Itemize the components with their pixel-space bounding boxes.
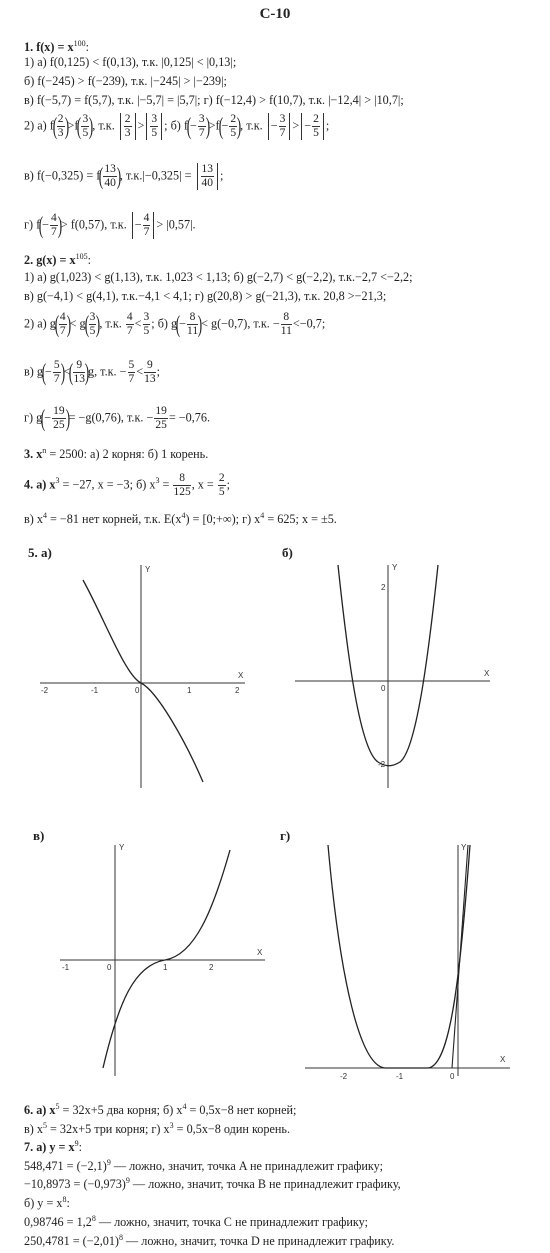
s3-line: 3. $x^n = 2500$: а) 2 корня: б) 1 корень.: [24, 446, 209, 462]
graph-b-x-label: X: [484, 669, 490, 678]
graph-b: [290, 560, 500, 790]
s7-line2: $548,471 = (-2,1)^9$ — ложно, значит, точка A не принадлежит графику;: [24, 1158, 383, 1174]
graph-v-y-label: Y: [119, 843, 125, 852]
s4-line2: в) $x^4 = -81$ нет корней, т.к. $E(x^4)$ = [0;+∞); г) $x^4 = 625$; x = ±5.: [24, 511, 337, 527]
graph-b-label: б): [282, 545, 293, 560]
graph-b-tick-3: -2: [378, 760, 386, 769]
s7-line4: б) $y = x^8$:: [24, 1195, 70, 1211]
graph-v-tick-4: 2: [209, 963, 214, 972]
graph-g-line: [452, 845, 468, 1068]
graph-b-tick-1: 2: [381, 583, 386, 592]
graph-v: [55, 840, 270, 1080]
graph-g-x-label: X: [500, 1055, 506, 1064]
s1-heading: 1. $f(x) = x^{100}$:: [24, 39, 89, 55]
graph-a-y-label: Y: [145, 565, 151, 574]
s7-line1: 7. а) $y = x^9$:: [24, 1139, 83, 1155]
s1-line2: б) f(−245) > f(−239), т.к. |−245| > |−239|;: [24, 74, 227, 88]
graph-v-curve: [103, 850, 230, 1068]
graph-a: [35, 560, 255, 790]
graph-a-tick-1: -2: [41, 686, 49, 695]
graph-v-tick-1: -1: [62, 963, 70, 972]
s7-line6: $250,4781 = (-2,01)^8$ — ложно, значит, точка D не принадлежит графику.: [24, 1233, 395, 1249]
s1-line6: г) f(− $\frac{4}{7}$ )> f(0,57), т.к. − $\frac{4}{7}$ > |0,57|.: [24, 212, 196, 239]
graph-v-tick-2: 0: [107, 963, 112, 972]
graph-v-label: в): [33, 828, 45, 843]
s2-heading: 2. $g(x) = x^{105}$:: [24, 252, 92, 268]
s1-line3: в) f(−5,7) = f(5,7), т.к. |−5,7| = |5,7|; г) f(−12,4) > f(10,7), т.к. |−12,4| > |10,7|;: [24, 93, 404, 107]
graph-a-curve: [83, 580, 203, 782]
s6-line2: в) $x^5 = 32x+5$ три корня; г) $x^3 = 0,5x-8$ один корень.: [24, 1121, 290, 1137]
graph-g-tick-1: -2: [340, 1072, 348, 1081]
graph-g-tick-3: 0: [450, 1072, 455, 1081]
s1-line5: в) f(−0,325) = f( $\frac{13}{40}$ ), т.к.|−0,325| = $\frac{13}{40}$ ;: [24, 163, 224, 190]
s6-line1: 6. а) $x^5 = 32x+5$ два корня; б) $x^4 = 0,5x-8$ нет корней;: [24, 1102, 297, 1118]
s7-line5: $0,98746 = 1,2^8$ — ложно, значит, точка C не принадлежит графику;: [24, 1214, 368, 1230]
s2-line5: г) g(− $\frac{19}{25}$ )= −g(0,76), т.к. − $\frac{19}{25}$ = −0,76.: [24, 405, 211, 432]
graph-a-tick-5: 2: [235, 686, 240, 695]
s7-line3: $-10,8973 = (-0,973)^9$ — ложно, значит, точка B не принадлежит графику,: [24, 1176, 401, 1192]
graph-g-y-label: Y: [461, 843, 467, 852]
s2-line3: 2) а) g( $\frac{4}{7}$ )< g( $\frac{3}{5}$ ), т.к. $\frac{4}{7}$ < $\frac{3}{5}$ ; б) g(− $\frac{8}{11}$ )< g(−0,7), т.к. − $\frac{8}{11}$ <−0,7;: [24, 311, 326, 338]
s1-line4: 2) а) f( $\frac{2}{3}$ )>f( $\frac{3}{5}$ ), т.к. $\frac{2}{3}$ > $\frac{3}{5}$ ; б) f(− $\frac{3}{7}$ )>f(− $\frac{2}{5}$ ), т.к. − $\frac{3}{7}$ > − $\frac{2}{5}$ ;: [24, 113, 330, 140]
graph-a-tick-4: 1: [187, 686, 192, 695]
s1-line1: 1) а) f(0,125) < f(0,13), т.к. |0,125| < |0,13|;: [24, 55, 237, 69]
page-title: С-10: [259, 6, 291, 22]
graph-g-label: г): [280, 828, 291, 843]
graph-a-x-label: X: [238, 671, 244, 680]
graph-a-tick-2: -1: [91, 686, 99, 695]
s4-line1: 4. а) $x^3 = -27$, x = −3; б) $x^3$ = $\frac{8}{125}$ , x = $\frac{2}{5}$ ;: [24, 472, 230, 498]
graph-g: [300, 840, 515, 1080]
s2-line1: 1) а) g(1,023) < g(1,13), т.к. 1,023 < 1,13; б) g(−2,7) < g(−2,2), т.к.−2,7 <−2,2;: [24, 270, 413, 284]
graph-g-curve: [328, 845, 470, 1068]
s2-line2: в) g(−4,1) < g(4,1), т.к.−4,1 < 4,1; г) g(20,8) > g(−21,3), т.к. 20,8 >−21,3;: [24, 289, 387, 303]
graph-v-x-label: X: [257, 948, 263, 957]
graph-b-y-label: Y: [392, 563, 398, 572]
graph-v-tick-3: 1: [163, 963, 168, 972]
graph-b-tick-2: 0: [381, 684, 386, 693]
graph-a-tick-3: 0: [135, 686, 140, 695]
graph-a-label: 5. а): [28, 545, 52, 560]
s2-line4: в) g(− $\frac{5}{7}$ )<( $\frac{9}{13}$ )g, т.к. − $\frac{5}{7}$ < $\frac{9}{13}$ ;: [24, 359, 161, 386]
graph-g-tick-2: -1: [396, 1072, 404, 1081]
